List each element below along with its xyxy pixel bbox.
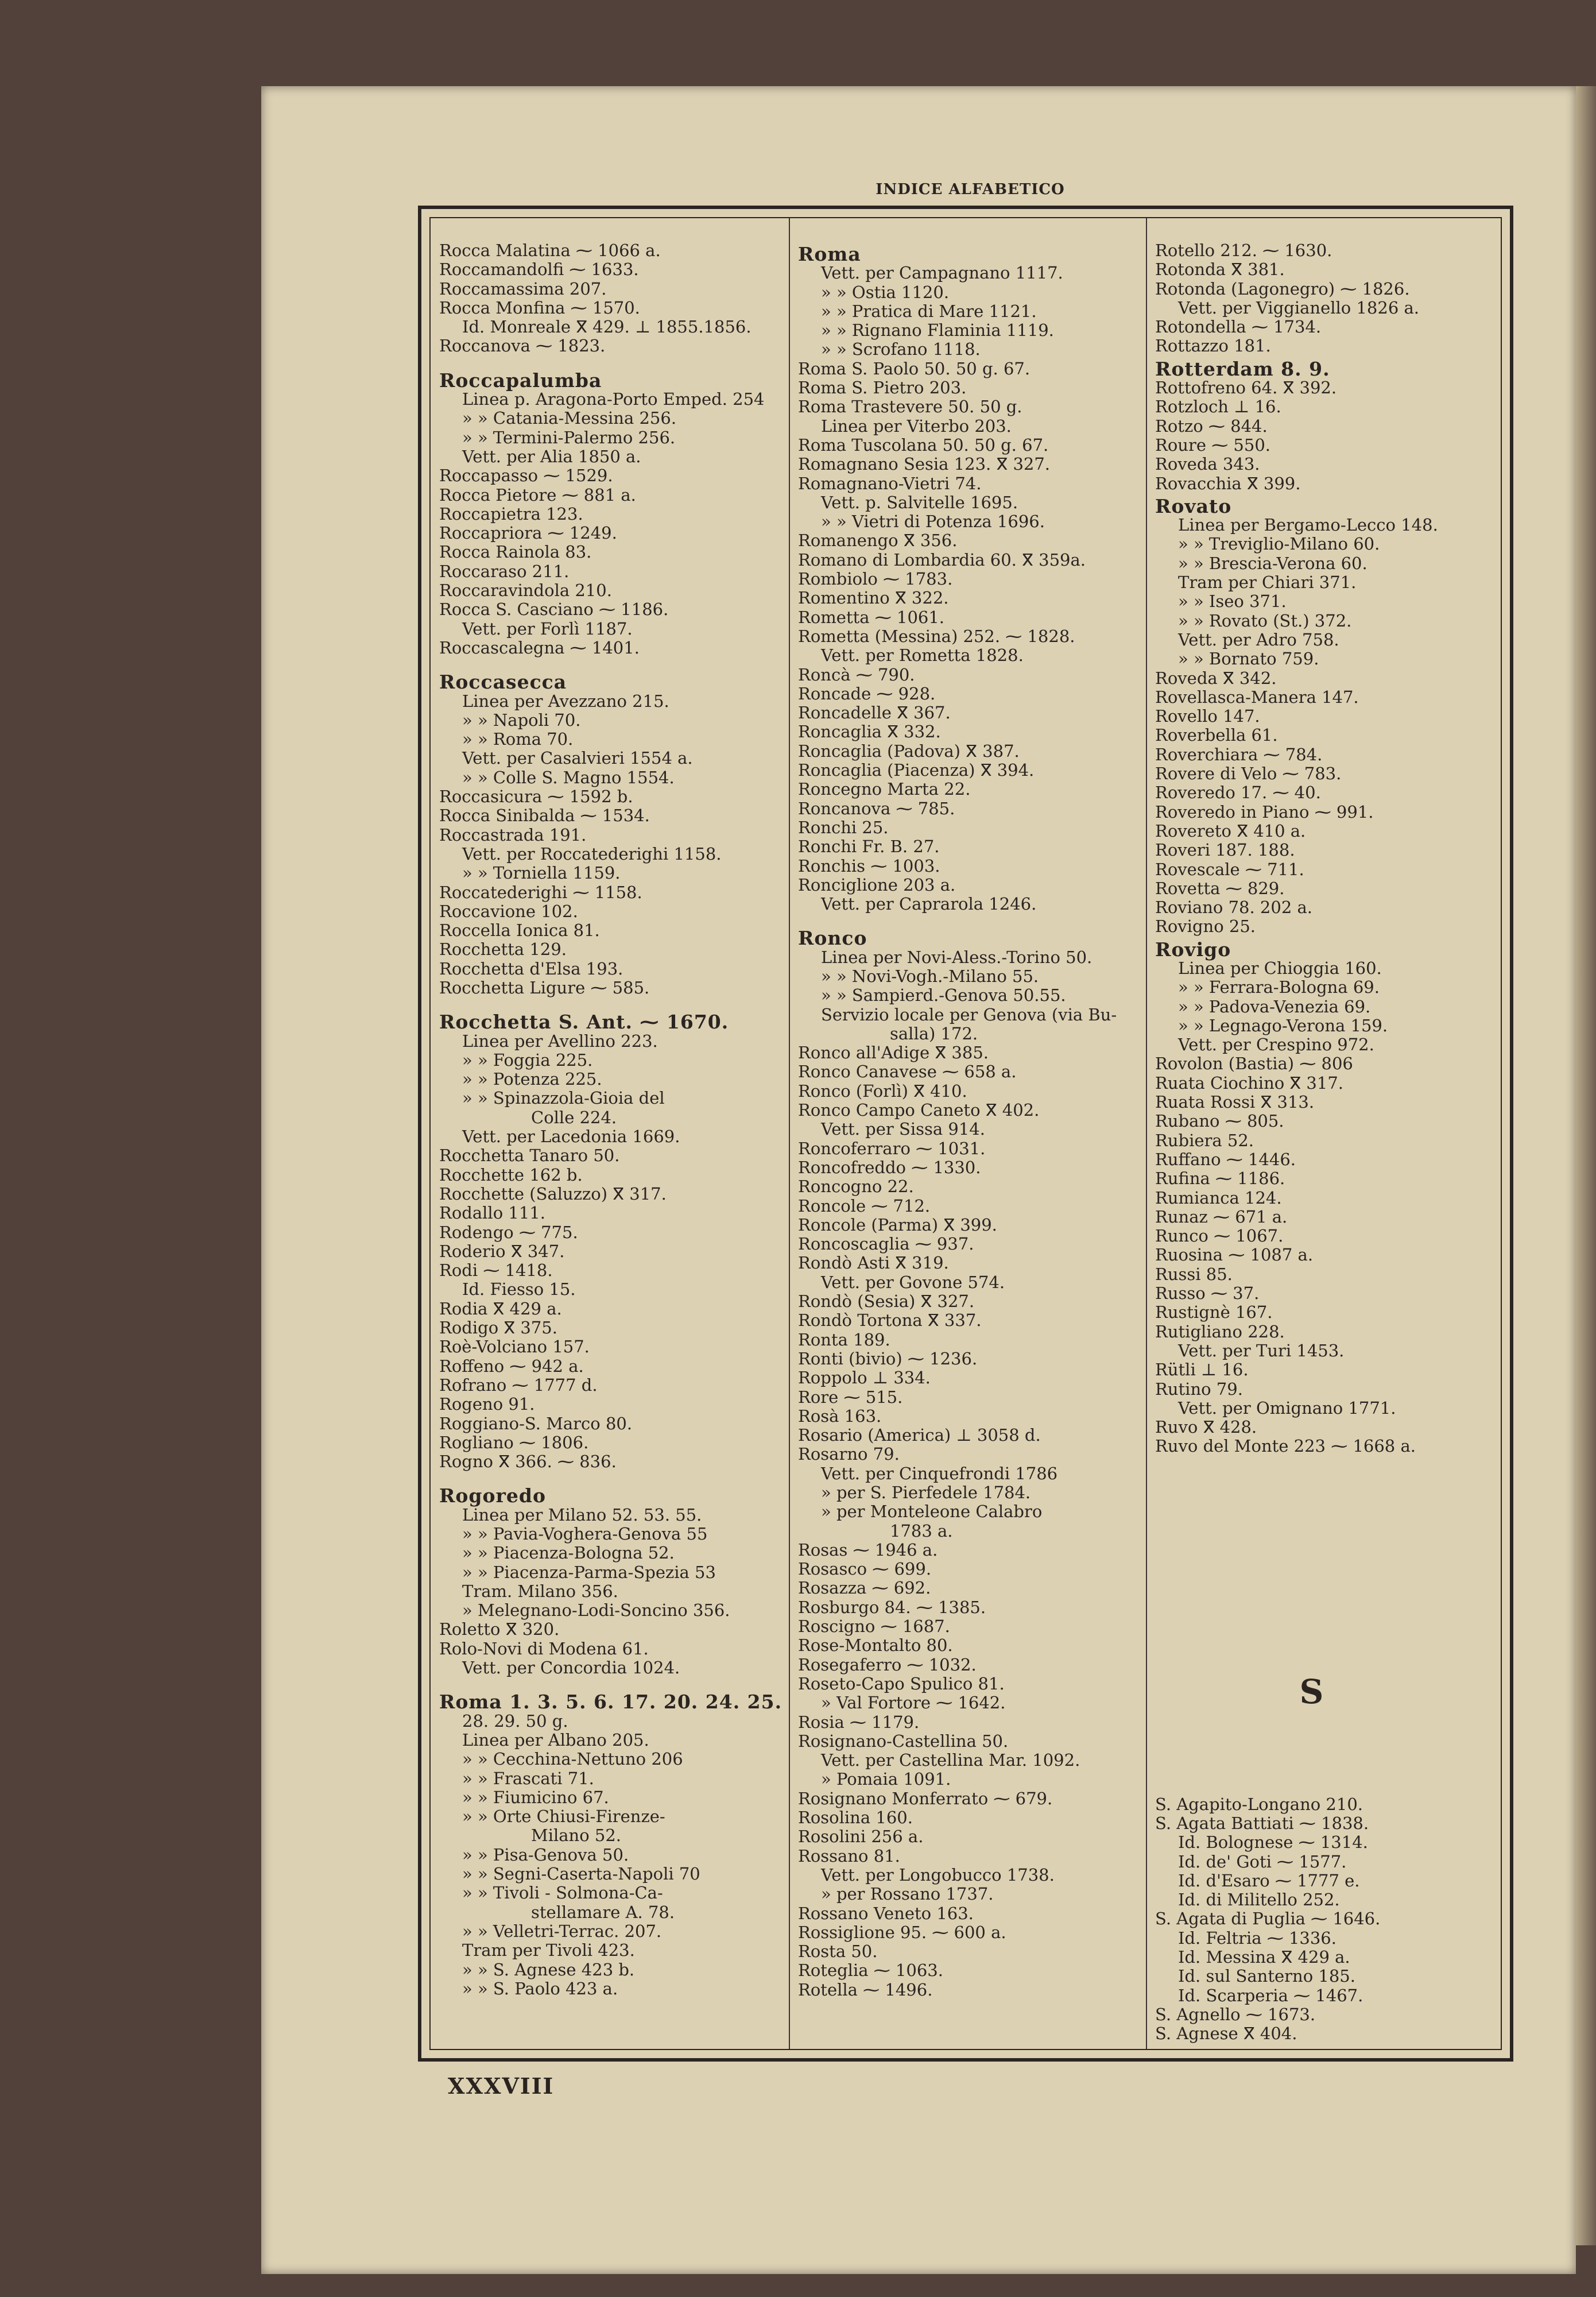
index-entry: Rosignano-Castellina 50. xyxy=(798,1731,1009,1751)
index-entry: Roccaraso 211. xyxy=(439,561,570,581)
index-entry: Roccamassima 207. xyxy=(439,279,607,299)
index-entry: Vett. p. Salvitelle 1695. xyxy=(821,492,1018,512)
index-entry: Romagnano-Vietri 74. xyxy=(798,473,982,493)
index-entry: salla) 172. xyxy=(890,1023,978,1043)
index-entry: Rocchette (Saluzzo) ⴳ 317. xyxy=(439,1184,667,1204)
index-entry: Rosburgo 84. ⁓ 1385. xyxy=(798,1597,986,1617)
index-entry: Rovolon (Bastia) ⁓ 806 xyxy=(1155,1054,1353,1074)
index-entry: Ronti (bivio) ⁓ 1236. xyxy=(798,1348,978,1368)
index-column-2 xyxy=(798,241,1142,2044)
index-entry: » » Velletri-Terrac. 207. xyxy=(462,1921,662,1941)
index-entry: Colle 224. xyxy=(531,1107,617,1127)
index-entry: Linea per Bergamo-Lecco 148. xyxy=(1178,515,1438,535)
index-entry: Roccella Ionica 81. xyxy=(439,921,600,941)
index-entry: Rotzloch ⊥ 16. xyxy=(1155,397,1281,417)
index-entry: Vett. per Rometta 1828. xyxy=(821,645,1024,666)
index-entry: » per S. Pierfedele 1784. xyxy=(821,1483,1031,1502)
index-entry: Ronciglione 203 a. xyxy=(798,875,956,895)
index-entry: Ronco (Forlì) ⴳ 410. xyxy=(798,1081,967,1101)
index-entry: Romanengo ⴳ 356. xyxy=(798,531,958,551)
index-entry: » » Treviglio-Milano 60. xyxy=(1178,534,1380,554)
index-entry: » » Scrofano 1118. xyxy=(821,339,981,359)
index-entry: Vett. per Cinquefrondi 1786 xyxy=(821,1463,1058,1483)
index-entry: » » Bornato 759. xyxy=(1178,649,1319,669)
index-entry: Vett. per Longobucco 1738. xyxy=(821,1865,1055,1885)
index-entry: Rogliano ⁓ 1806. xyxy=(439,1432,589,1452)
index-entry: » » Vietri di Potenza 1696. xyxy=(821,512,1045,532)
index-entry: Ronta 189. xyxy=(798,1329,890,1349)
index-entry: Vett. per Caprarola 1246. xyxy=(821,894,1037,914)
entry-spacer xyxy=(439,1677,784,1689)
index-entry: Rotella ⁓ 1496. xyxy=(798,1979,933,2000)
index-entry: » » Piacenza-Parma-Spezia 53 xyxy=(462,1562,716,1582)
index-entry: Rosarno 79. xyxy=(798,1444,900,1464)
index-entry: Rutino 79. xyxy=(1155,1379,1243,1399)
index-entry: Roveri 187. 188. xyxy=(1155,840,1295,860)
index-entry: Roncadelle ⴳ 367. xyxy=(798,703,951,723)
index-entry: Vett. per Viggianello 1826 a. xyxy=(1178,297,1419,318)
index-heading: Rovigo xyxy=(1155,938,1231,961)
index-entry: » » Tivoli - Solmona-Ca- xyxy=(462,1883,663,1903)
index-entry: Roccanova ⁓ 1823. xyxy=(439,336,606,356)
index-entry: Tram per Tivoli 423. xyxy=(462,1940,635,1960)
index-entry: S. Agnese ⴳ 404. xyxy=(1155,2024,1297,2044)
index-entry: Rumianca 124. xyxy=(1155,1188,1282,1208)
index-entry: » » S. Agnese 423 b. xyxy=(462,1959,635,1979)
index-entry: Rodigo ⴳ 375. xyxy=(439,1318,557,1338)
index-entry: » » Ferrara-Bologna 69. xyxy=(1178,977,1380,997)
index-entry: Ronco Campo Caneto ⴳ 402. xyxy=(798,1100,1040,1120)
index-entry: Roscigno ⁓ 1687. xyxy=(798,1617,950,1637)
index-entry: Ruvo ⴳ 428. xyxy=(1155,1417,1257,1437)
index-entry: Tram. Milano 356. xyxy=(462,1581,618,1601)
index-entry: » » S. Paolo 423 a. xyxy=(462,1978,618,1998)
index-entry: Roncole ⁓ 712. xyxy=(798,1196,931,1216)
index-entry: » » Orte Chiusi-Firenze- xyxy=(462,1807,665,1827)
index-entry: Rovigno 25. xyxy=(1155,917,1256,937)
index-entry: Rossiglione 95. ⁓ 600 a. xyxy=(798,1922,1006,1942)
index-entry: Id. Bolognese ⁓ 1314. xyxy=(1178,1832,1368,1853)
index-entry: Rore ⁓ 515. xyxy=(798,1387,903,1407)
index-entry: Roma S. Pietro 203. xyxy=(798,378,967,398)
index-entry: Rodengo ⁓ 775. xyxy=(439,1222,578,1242)
index-entry: Roma S. Paolo 50. 50 g. 67. xyxy=(798,358,1031,378)
index-entry: Russo ⁓ 37. xyxy=(1155,1283,1260,1304)
entry-spacer xyxy=(798,914,1142,925)
index-entry: Roseto-Capo Spulico 81. xyxy=(798,1673,1005,1693)
index-entry: Roccastrada 191. xyxy=(439,825,587,845)
index-entry: Vett. per Alia 1850 a. xyxy=(462,446,641,466)
index-entry: » Melegnano-Lodi-Soncino 356. xyxy=(462,1600,730,1621)
index-entry: » » Catania-Messina 256. xyxy=(462,408,677,428)
index-entry: Roccasicura ⁓ 1592 b. xyxy=(439,787,633,807)
index-entry: Rocca Sinibalda ⁓ 1534. xyxy=(439,806,650,826)
index-entry: Rondò (Sesia) ⴳ 327. xyxy=(798,1291,975,1312)
index-entry: Rometta ⁓ 1061. xyxy=(798,607,945,627)
index-entry: » » Napoli 70. xyxy=(462,710,581,730)
index-entry: Runco ⁓ 1067. xyxy=(1155,1226,1284,1246)
index-entry: Vett. per Crespino 972. xyxy=(1178,1035,1374,1055)
index-entry: Vett. per Concordia 1024. xyxy=(462,1658,680,1678)
index-heading: Roccapalumba xyxy=(439,369,602,392)
index-entry: Vett. per Lacedonia 1669. xyxy=(462,1127,680,1147)
index-entry: Rometta (Messina) 252. ⁓ 1828. xyxy=(798,626,1075,646)
index-entry: Ronco all'Adige ⴳ 385. xyxy=(798,1043,989,1063)
index-entry: » » Ostia 1120. xyxy=(821,282,950,302)
index-heading: Roma 1. 3. 5. 6. 17. 20. 24. 25. xyxy=(439,1691,782,1714)
index-entry: Rocca S. Casciano ⁓ 1186. xyxy=(439,600,669,620)
entry-spacer xyxy=(439,1471,784,1483)
entry-spacer xyxy=(439,356,784,368)
index-entry: Roncà ⁓ 790. xyxy=(798,664,915,685)
index-entry: Vett. per Omignano 1771. xyxy=(1178,1398,1396,1418)
index-entry: Rottazzo 181. xyxy=(1155,336,1271,356)
index-entry: Servizio locale per Genova (via Bu- xyxy=(821,1004,1117,1024)
index-heading: Rocchetta S. Ant. ⁓ 1670. xyxy=(439,1011,729,1034)
index-entry: Rossano Veneto 163. xyxy=(798,1903,974,1923)
index-entry: Id. Fiesso 15. xyxy=(462,1279,576,1300)
index-entry: Ruosina ⁓ 1087 a. xyxy=(1155,1245,1314,1265)
index-entry: » » Pavia-Voghera-Genova 55 xyxy=(462,1524,708,1544)
index-entry: Milano 52. xyxy=(531,1826,622,1846)
index-entry: Linea per Avellino 223. xyxy=(462,1031,658,1051)
index-entry: Rombiolo ⁓ 1783. xyxy=(798,569,953,589)
index-entry: Rovere di Velo ⁓ 783. xyxy=(1155,764,1342,784)
index-heading: Roma xyxy=(798,243,861,265)
index-entry: Vett. per Campagnano 1117. xyxy=(821,263,1063,283)
index-entry: S. Agapito-Longano 210. xyxy=(1155,1794,1363,1814)
index-entry: Rogeno 91. xyxy=(439,1394,535,1414)
section-letter: S xyxy=(1299,1672,1324,1711)
index-entry: Russi 85. xyxy=(1155,1264,1233,1284)
index-entry: Linea per Milano 52. 53. 55. xyxy=(462,1505,702,1525)
index-entry: Roncole (Parma) ⴳ 399. xyxy=(798,1215,997,1235)
index-heading: Rovato xyxy=(1155,494,1232,517)
index-entry: Rosazza ⁓ 692. xyxy=(798,1578,931,1598)
column-rule xyxy=(1146,218,1147,2049)
index-heading: Rogoredo xyxy=(439,1484,546,1507)
index-entry: Ruffano ⁓ 1446. xyxy=(1155,1149,1296,1169)
index-entry: » per Monteleone Calabro xyxy=(821,1502,1043,1522)
index-entry: » » Spinazzola-Gioia del xyxy=(462,1088,665,1108)
index-entry: 28. 29. 50 g. xyxy=(462,1711,568,1731)
column-rule xyxy=(789,218,790,2049)
index-column-3 xyxy=(1155,241,1491,2044)
index-entry: Rogno ⴳ 366. ⁓ 836. xyxy=(439,1452,617,1472)
index-entry: » » Colle S. Magno 1554. xyxy=(462,767,675,787)
index-entry: Runaz ⁓ 671 a. xyxy=(1155,1206,1288,1227)
index-entry: Rotondella ⁓ 1734. xyxy=(1155,317,1322,337)
index-entry: » » Iseo 371. xyxy=(1178,591,1287,612)
index-entry: » » Brescia-Verona 60. xyxy=(1178,553,1368,573)
index-entry: Linea per Albano 205. xyxy=(462,1730,649,1750)
index-entry: » » Sampierd.-Genova 50.55. xyxy=(821,985,1066,1006)
entry-spacer xyxy=(439,997,784,1009)
index-entry: Roncoscaglia ⁓ 937. xyxy=(798,1234,974,1254)
index-entry: » » Segni-Caserta-Napoli 70 xyxy=(462,1864,700,1884)
index-entry: Linea per Viterbo 203. xyxy=(821,416,1012,436)
index-entry: Vett. per Forlì 1187. xyxy=(462,618,633,639)
index-entry: Id. de' Goti ⁓ 1577. xyxy=(1178,1851,1347,1871)
index-entry: Vett. per Castellina Mar. 1092. xyxy=(821,1750,1080,1770)
index-entry: Roma Trastevere 50. 50 g. xyxy=(798,397,1022,417)
index-entry: Linea per Chioggia 160. xyxy=(1178,958,1382,978)
index-entry: Ronchi 25. xyxy=(798,817,889,837)
index-entry: Roviano 78. 202 a. xyxy=(1155,898,1313,918)
index-entry: » » Padova-Venezia 69. xyxy=(1178,996,1371,1016)
index-entry: Rocchetta Ligure ⁓ 585. xyxy=(439,977,650,997)
index-entry: » » Rovato (St.) 372. xyxy=(1178,610,1352,631)
index-entry: 1783 a. xyxy=(890,1521,953,1541)
index-entry: » Val Fortore ⁓ 1642. xyxy=(821,1693,1006,1713)
index-entry: Roè-Volciano 157. xyxy=(439,1337,590,1357)
index-entry: Roccatederighi ⁓ 1158. xyxy=(439,882,642,902)
index-entry: Roncaglia (Piacenza) ⴳ 394. xyxy=(798,760,1035,780)
index-entry: Roncaglia (Padova) ⴳ 387. xyxy=(798,741,1020,761)
index-entry: Rosegaferro ⁓ 1032. xyxy=(798,1654,977,1675)
index-entry: Rovellasca-Manera 147. xyxy=(1155,687,1359,707)
index-entry: Rosasco ⁓ 699. xyxy=(798,1559,932,1579)
index-entry: Ronchi Fr. B. 27. xyxy=(798,837,940,857)
index-heading: Roccasecca xyxy=(439,671,567,694)
index-entry: » » Rignano Flaminia 1119. xyxy=(821,320,1054,341)
index-entry: Roletto ⴳ 320. xyxy=(439,1619,560,1639)
index-entry: Rosolini 256 a. xyxy=(798,1827,924,1847)
page-header: INDICE ALFABETICO xyxy=(876,181,1065,198)
index-entry: Roveda ⴳ 342. xyxy=(1155,668,1277,688)
index-entry: Linea p. Aragona-Porto Emped. 254 xyxy=(462,389,765,409)
index-entry: Rovescale ⁓ 711. xyxy=(1155,859,1304,879)
index-entry: Rodia ⴳ 429 a. xyxy=(439,1298,562,1318)
index-entry: Roure ⁓ 550. xyxy=(1155,435,1271,455)
index-entry: Linea per Avezzano 215. xyxy=(462,691,669,711)
index-entry: Rofrano ⁓ 1777 d. xyxy=(439,1375,598,1395)
index-entry: » » Roma 70. xyxy=(462,729,574,749)
index-entry: Ruata Rossi ⴳ 313. xyxy=(1155,1092,1315,1112)
page-number: XXXVIII xyxy=(448,2073,555,2099)
index-entry: Rovacchia ⴳ 399. xyxy=(1155,473,1301,493)
index-entry: Rodi ⁓ 1418. xyxy=(439,1260,553,1281)
index-entry: Ronchis ⁓ 1003. xyxy=(798,856,940,876)
index-entry: Roncofreddo ⁓ 1330. xyxy=(798,1157,981,1177)
index-entry: Rocca Pietore ⁓ 881 a. xyxy=(439,485,636,505)
index-entry: Rovereto ⴳ 410 a. xyxy=(1155,821,1306,841)
index-entry: Rodallo 111. xyxy=(439,1203,545,1223)
index-entry: » » Cecchina-Nettuno 206 xyxy=(462,1749,683,1769)
index-entry: Rutigliano 228. xyxy=(1155,1321,1285,1341)
index-entry: Vett. per Govone 574. xyxy=(821,1272,1005,1292)
index-entry: » » Torniella 1159. xyxy=(462,863,621,883)
index-entry: Rotonda ⴳ 381. xyxy=(1155,260,1285,280)
index-entry: » » Termini-Palermo 256. xyxy=(462,427,676,447)
index-entry: » » Frascati 71. xyxy=(462,1768,594,1788)
index-entry: » » Novi-Vogh.-Milano 55. xyxy=(821,966,1039,986)
index-entry: Rosas ⁓ 1946 a. xyxy=(798,1540,938,1560)
index-entry: Rocchetta Tanaro 50. xyxy=(439,1146,620,1166)
index-entry: Roppolo ⊥ 334. xyxy=(798,1368,931,1388)
entry-spacer xyxy=(439,658,784,669)
index-entry: Roffeno ⁓ 942 a. xyxy=(439,1356,584,1376)
index-entry: Roncogno 22. xyxy=(798,1177,914,1197)
index-entry: Rosta 50. xyxy=(798,1942,878,1962)
index-entry: » » Piacenza-Bologna 52. xyxy=(462,1543,675,1563)
index-entry: Rocca Monfina ⁓ 1570. xyxy=(439,297,640,318)
index-entry: Roma Tuscolana 50. 50 g. 67. xyxy=(798,435,1049,455)
index-entry: Roccamandolfi ⁓ 1633. xyxy=(439,260,639,280)
index-entry: Roncade ⁓ 928. xyxy=(798,683,936,703)
index-entry: Rocchetta 129. xyxy=(439,939,567,960)
index-entry: Roccascalegna ⁓ 1401. xyxy=(439,637,640,658)
index-entry: » Pomaia 1091. xyxy=(821,1769,951,1789)
index-entry: Rotzo ⁓ 844. xyxy=(1155,416,1268,436)
index-entry: Rotello 212. ⁓ 1630. xyxy=(1155,241,1332,260)
index-entry: Vett. per Casalvieri 1554 a. xyxy=(462,748,693,768)
index-entry: Rovetta ⁓ 829. xyxy=(1155,878,1285,898)
index-entry: Rose-Montalto 80. xyxy=(798,1635,953,1656)
index-entry: Rocchette 162 b. xyxy=(439,1165,583,1185)
index-entry: Rosolina 160. xyxy=(798,1808,913,1828)
index-column-1 xyxy=(439,241,784,2044)
index-entry: Roccaravindola 210. xyxy=(439,581,612,601)
index-entry: Vett. per Sissa 914. xyxy=(821,1119,985,1139)
index-entry: Ruvo del Monte 223 ⁓ 1668 a. xyxy=(1155,1436,1416,1456)
index-entry: Roncoferraro ⁓ 1031. xyxy=(798,1138,986,1158)
index-entry: » per Rossano 1737. xyxy=(821,1884,994,1904)
index-entry: Rosario (America) ⊥ 3058 d. xyxy=(798,1425,1041,1445)
index-entry: Roccapriora ⁓ 1249. xyxy=(439,523,617,543)
index-entry: » » Fiumicino 67. xyxy=(462,1787,609,1807)
index-entry: Rütli ⊥ 16. xyxy=(1155,1360,1249,1380)
index-entry: Roveredo 17. ⁓ 40. xyxy=(1155,783,1321,803)
index-entry: Roteglia ⁓ 1063. xyxy=(798,1960,943,1981)
index-entry: Rossano 81. xyxy=(798,1846,900,1866)
index-entry: S. Agata di Puglia ⁓ 1646. xyxy=(1155,1909,1381,1929)
index-entry: Vett. per Adro 758. xyxy=(1178,629,1339,649)
index-entry: Rotonda (Lagonegro) ⁓ 1826. xyxy=(1155,279,1410,299)
index-heading: Ronco xyxy=(798,927,867,950)
index-entry: S. Agata Battiati ⁓ 1838. xyxy=(1155,1813,1369,1833)
index-entry: Roderio ⴳ 347. xyxy=(439,1241,565,1261)
index-entry: Roncegno Marta 22. xyxy=(798,779,971,799)
index-entry: Rosà 163. xyxy=(798,1406,882,1426)
index-entry: Rondò Tortona ⴳ 337. xyxy=(798,1310,982,1331)
index-entry: Rocca Malatina ⁓ 1066 a. xyxy=(439,241,661,260)
index-entry: Roverchiara ⁓ 784. xyxy=(1155,744,1323,764)
index-entry: Roverbella 61. xyxy=(1155,725,1278,745)
index-entry: Roccavione 102. xyxy=(439,901,578,921)
index-entry: Rustignè 167. xyxy=(1155,1302,1273,1322)
index-entry: Linea per Novi-Aless.-Torino 50. xyxy=(821,947,1093,967)
index-entry: Id. Monreale ⴳ 429. ⊥ 1855.1856. xyxy=(462,317,751,337)
index-entry: Roveredo in Piano ⁓ 991. xyxy=(1155,802,1374,822)
index-entry: Rondò Asti ⴳ 319. xyxy=(798,1253,949,1273)
index-entry: Id. Messina ⴳ 429 a. xyxy=(1178,1947,1350,1967)
index-entry: » » Legnago-Verona 159. xyxy=(1178,1015,1388,1035)
index-entry: Rubano ⁓ 805. xyxy=(1155,1111,1284,1131)
index-entry: Rubiera 52. xyxy=(1155,1130,1254,1150)
index-entry: Roccapasso ⁓ 1529. xyxy=(439,466,613,486)
index-entry: Vett. per Roccatederighi 1158. xyxy=(462,844,722,864)
index-entry: Id. sul Santerno 185. xyxy=(1178,1966,1355,1986)
index-entry: » » Pratica di Mare 1121. xyxy=(821,301,1037,321)
index-entry: Rocchetta d'Elsa 193. xyxy=(439,958,623,979)
index-entry: Roggiano-S. Marco 80. xyxy=(439,1413,633,1433)
index-entry: Romagnano Sesia 123. ⴳ 327. xyxy=(798,454,1051,474)
index-entry: Rolo-Novi di Modena 61. xyxy=(439,1638,649,1658)
index-entry: Rocca Rainola 83. xyxy=(439,542,592,562)
index-heading: Rotterdam 8. 9. xyxy=(1155,357,1330,380)
index-entry: Id. d'Esaro ⁓ 1777 e. xyxy=(1178,1870,1360,1890)
index-entry: stellamare A. 78. xyxy=(531,1902,675,1922)
index-entry: Rosia ⁓ 1179. xyxy=(798,1712,920,1732)
index-entry: Id. Scarperia ⁓ 1467. xyxy=(1178,1985,1363,2005)
index-entry: Roncanova ⁓ 785. xyxy=(798,798,955,818)
index-entry: Rovello 147. xyxy=(1155,706,1260,726)
index-entry: Roncaglia ⴳ 332. xyxy=(798,722,941,742)
index-entry: Tram per Chiari 371. xyxy=(1178,573,1357,593)
index-entry: Rottofreno 64. ⴳ 392. xyxy=(1155,378,1337,398)
index-entry: Ronco Canavese ⁓ 658 a. xyxy=(798,1062,1017,1082)
index-entry: Id. di Militello 252. xyxy=(1178,1890,1340,1910)
index-entry: Id. Feltria ⁓ 1336. xyxy=(1178,1928,1337,1948)
index-entry: Rosignano Monferrato ⁓ 679. xyxy=(798,1788,1053,1808)
index-entry: » » Potenza 225. xyxy=(462,1069,602,1089)
index-entry: » » Foggia 225. xyxy=(462,1050,593,1070)
index-entry: Romano di Lombardia 60. ⴳ 359a. xyxy=(798,550,1086,570)
index-entry: Roveda 343. xyxy=(1155,454,1260,474)
index-entry: Romentino ⴳ 322. xyxy=(798,588,949,608)
index-entry: Rufina ⁓ 1186. xyxy=(1155,1169,1285,1189)
index-entry: S. Agnello ⁓ 1673. xyxy=(1155,2004,1316,2024)
index-entry: » » Pisa-Genova 50. xyxy=(462,1844,629,1865)
index-entry: Vett. per Turi 1453. xyxy=(1178,1340,1345,1360)
index-entry: Ruata Ciochino ⴳ 317. xyxy=(1155,1073,1344,1093)
index-entry: Roccapietra 123. xyxy=(439,504,583,524)
